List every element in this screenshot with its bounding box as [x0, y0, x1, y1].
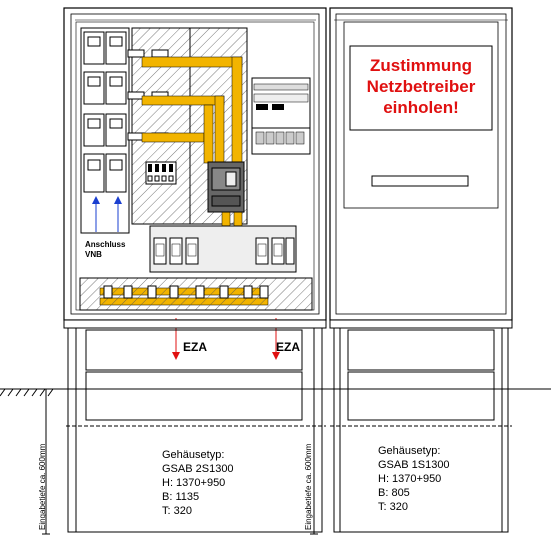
- burial-depth-right: Eingabetiefe ca. 600mm: [304, 443, 313, 530]
- connection-label: [85, 240, 125, 260]
- right-housing-model: GSAB 1S1300: [378, 459, 450, 471]
- left-housing-height: H: 1370+950: [162, 477, 226, 489]
- left-housing-model: GSAB 2S1300: [162, 463, 234, 475]
- notice-line-1: Zustimmung: [370, 56, 472, 75]
- right-housing-width: B: 805: [378, 487, 410, 499]
- right-housing-info: [378, 444, 450, 514]
- left-housing-depth: T: 320: [162, 505, 192, 517]
- connection-label-line-1: Anschluss: [85, 240, 126, 249]
- fuse-switches: [150, 226, 296, 272]
- small-breakers: [146, 162, 176, 184]
- right-housing-depth: T: 320: [378, 501, 408, 513]
- left-housing-width: B: 1135: [162, 491, 200, 503]
- connection-arrows: [92, 196, 122, 232]
- notice-text: [350, 55, 492, 118]
- ground-hatch-left: [0, 389, 53, 396]
- notice-line-3: einholen!: [383, 98, 459, 117]
- connection-label-line-2: VNB: [85, 250, 102, 259]
- left-housing-info: [162, 448, 234, 518]
- eza-label-left: EZA: [183, 340, 207, 354]
- right-housing-type-label: Gehäusetyp:: [378, 445, 441, 457]
- control-devices: [252, 78, 310, 154]
- window-slot: [372, 176, 468, 186]
- main-switch: [208, 162, 244, 212]
- notice-line-2: Netzbetreiber: [366, 77, 476, 96]
- meter-column: [81, 28, 129, 233]
- right-housing-height: H: 1370+950: [378, 473, 442, 485]
- eza-label-right: EZA: [276, 340, 300, 354]
- left-housing-type-label: Gehäusetyp:: [162, 449, 225, 461]
- burial-depth-left: Eingabetiefe ca. 600mm: [38, 443, 47, 530]
